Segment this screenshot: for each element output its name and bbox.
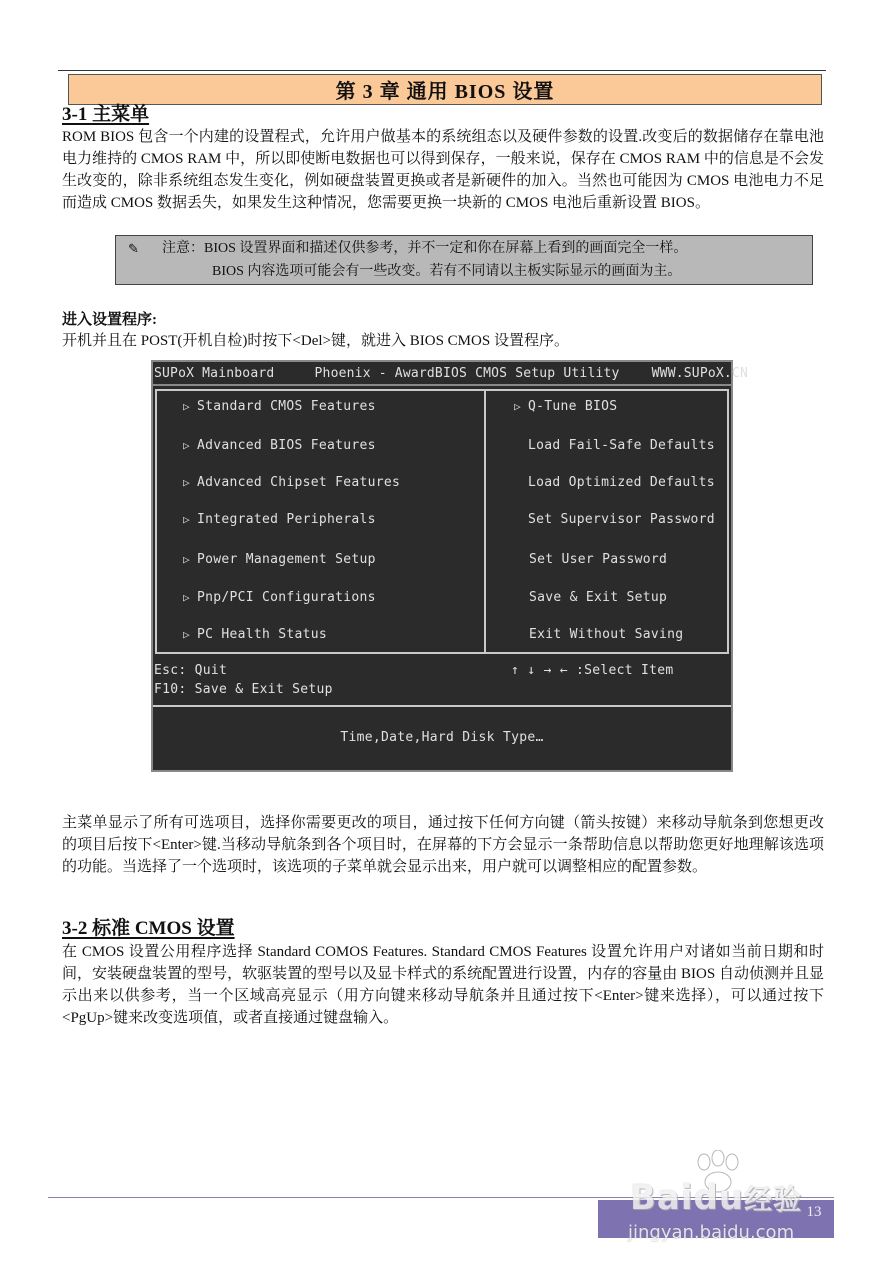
menu-description-paragraph: 主菜单显示了所有可选项目，选择你需要更改的项目，通过按下任何方向键（箭头按键）来移动导航条到您想更改的项目后按下<Enter>键.当移动导航条到各个项目时，在屏幕的下方会显示一条帮助信息以帮助您更好地理解该选项的功能。当选择了一个选项时，该选项的子菜单就会显示出来，用户就可以调整相应的配置参数。 [62,815,824,875]
note-box [115,235,813,285]
enter-setup-text: 开机并且在 POST(开机自检)时按下<Del>键，就进入 BIOS CMOS 设置程序。 [62,333,569,349]
bios-item-help-text: Time,Date,Hard Disk Type… [340,730,544,745]
bios-item-advanced-bios[interactable]: ▷ Advanced BIOS Features [183,438,376,453]
bios-item-load-failsafe[interactable]: Load Fail-Safe Defaults [528,438,715,453]
bios-item-q-tune[interactable]: ▷ Q-Tune BIOS [514,399,618,414]
section-heading-text: 3-2 标准 CMOS 设置 [62,918,235,939]
triangle-right-icon: ▷ [183,400,190,413]
bios-item-standard-cmos[interactable]: ▷ Standard CMOS Features [183,399,376,414]
bios-item-power-management[interactable]: ▷ Power Management Setup [183,552,376,567]
triangle-right-icon: ▷ [183,591,190,604]
bios-item-supervisor-password[interactable]: Set Supervisor Password [528,512,715,527]
watermark-brand: Baidu经验 [630,1178,803,1218]
top-rule [58,70,826,71]
watermark-url: jingyan.baidu.com [628,1222,795,1243]
baidu-jingyan-watermark [628,1150,828,1250]
bios-item-save-exit[interactable]: Save & Exit Setup [529,590,668,605]
bios-item-pnp-pci[interactable]: ▷ Pnp/PCI Configurations [183,590,376,605]
triangle-right-icon: ▷ [183,476,190,489]
chapter-title: 第 3 章 通用 BIOS 设置 [68,74,822,105]
triangle-right-icon: ▷ [183,553,190,566]
intro-paragraph: ROM BIOS 包含一个内建的设置程式，允许用户做基本的系统组态以及硬件参数的设置.改变后的数据储存在靠电池电力维持的 CMOS RAM 中，所以即使断电数据也可以得到保存，一般来说，保存在 CMOS RAM 中的信息是不会发生改变的，除非系统组态发生变化，例如硬盘装置更换或者是新硬件的加入。当然也可能因为 CMOS 电池电力不足而造成 CMOS 数据丢失，如果发生这种情况，您需要更换一块新的 CMOS 电池后重新设置 BIOS。 [62,129,824,211]
bios-item-exit-without-saving[interactable]: Exit Without Saving [529,627,684,642]
bios-item-user-password[interactable]: Set User Password [529,552,668,567]
help-esc: Esc: Quit [154,663,228,678]
help-navigation: ↑ ↓ → ← :Select Item [511,663,674,678]
bios-item-pc-health[interactable]: ▷ PC Health Status [183,627,328,642]
bios-screen [151,360,748,772]
note-line-2: BIOS 内容选项可能会有一些改变。若有不同请以主板实际显示的画面为主。 [212,264,682,279]
triangle-right-icon: ▷ [514,400,521,413]
standard-cmos-paragraph: 在 CMOS 设置公用程序选择 Standard COMOS Features. Standard CMOS Features 设置允许用户对诸如当前日期和时间，安装硬盘装置的型号，软驱装置的型号以及显卡样式的系统配置进行设置，内存的容量由 BIOS 自动侦测并且显示出来以供参考，当一个区域高亮显示（用方向键来移动导航条并且通过按下<Enter>键来选择），可以通过按下<PgUp>键来改变选项值，或者直接通过键盘输入。 [62,944,824,1026]
bios-menu-divider [484,391,486,652]
help-f10: F10: Save & Exit Setup [154,682,333,697]
bios-item-advanced-chipset[interactable]: ▷ Advanced Chipset Features [183,475,401,490]
bios-title-bar: SUPoX Mainboard Phoenix - AwardBIOS CMOS Setup Utility WWW.SUPoX.CN [153,362,731,386]
triangle-right-icon: ▷ [183,628,190,641]
bios-item-load-optimized[interactable]: Load Optimized Defaults [528,475,715,490]
bios-main-menu [155,389,729,654]
section-heading-standard-cmos [62,918,235,940]
bios-help-bar [153,655,731,707]
page-number: 13 [806,1204,822,1220]
section-heading-main-menu [62,104,149,126]
enter-setup-heading: 进入设置程序: [62,312,157,328]
pencil-icon: ✎ [128,241,139,256]
triangle-right-icon: ▷ [183,513,190,526]
bios-item-integrated-peripherals[interactable]: ▷ Integrated Peripherals [183,512,376,527]
section-heading-text: 3-1 主菜单 [62,104,150,125]
triangle-right-icon: ▷ [183,439,190,452]
note-line-1: 注意：BIOS 设置界面和描述仅供参考，并不一定和你在屏幕上看到的画面完全一样。 [162,241,688,256]
